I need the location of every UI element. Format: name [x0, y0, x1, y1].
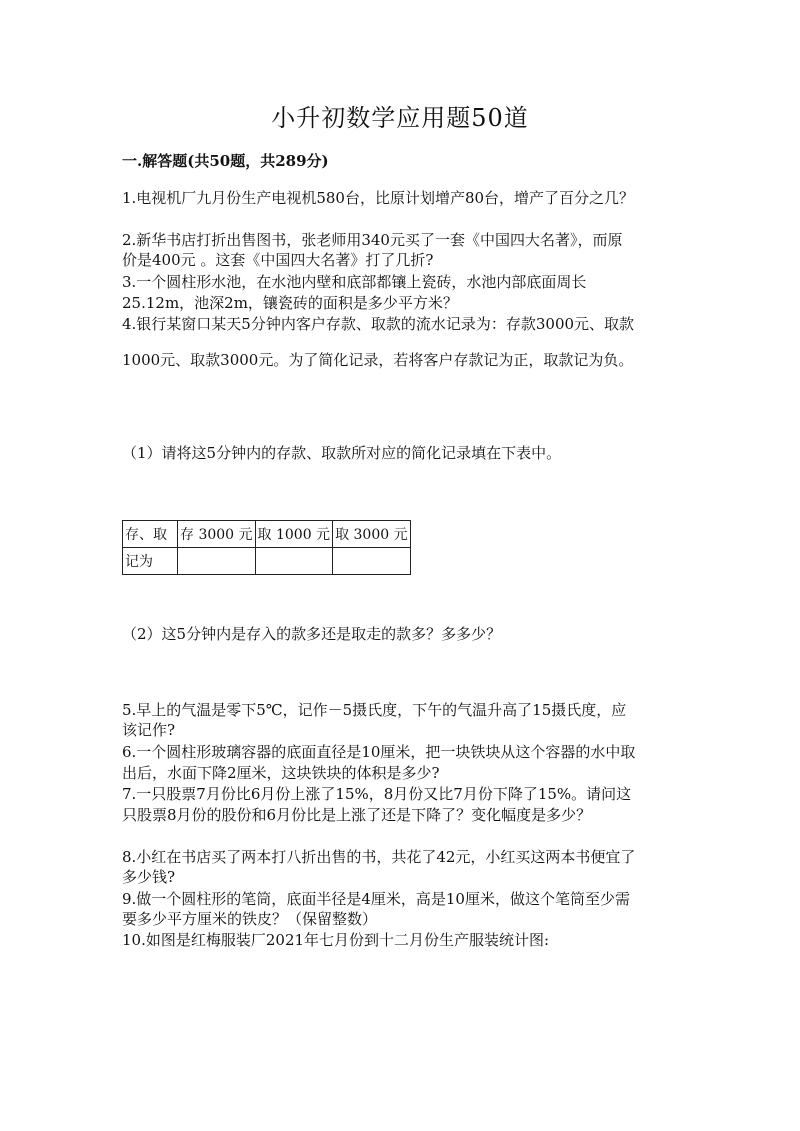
question-8-line-2: 多少钱? [122, 868, 176, 886]
table-cell: 记为 [123, 548, 178, 575]
table-cell: 存 3000 元 [178, 521, 256, 548]
table-cell[interactable] [255, 548, 333, 575]
section-heading: 一.解答题(共50题，共289分) [122, 152, 329, 170]
question-9-line-2: 要多少平方厘米的铁皮？（保留整数） [122, 910, 378, 928]
question-2-line-1: 2.新华书店打折出售图书，张老师用340元买了一套《中国四大名著》，而原 [122, 231, 623, 249]
question-5-line-2: 该记作? [122, 721, 176, 739]
table-row [123, 521, 411, 548]
question-10: 10.如图是红梅服装厂2021年七月份到十二月份生产服装统计图: [122, 931, 550, 949]
question-3-line-1: 3.一个圆柱形水池，在水池内壁和底部都镶上瓷砖，水池内部底面周长 [122, 273, 587, 291]
question-4-part-1: （1）请将这5分钟内的存款、取款所对应的简化记录填在下表中。 [122, 444, 562, 462]
question-7-line-2: 只股票8月份的股份和6月份比是上涨了还是下降了？变化幅度是多少？ [122, 806, 592, 824]
question-7-line-1: 7.一只股票7月份比6月份上涨了15%，8月份又比7月份下降了15%。请问这 [122, 785, 632, 803]
table-cell: 取 1000 元 [255, 521, 333, 548]
question-8-line-1: 8.小红在书店买了两本打八折出售的书，共花了42元，小红买这两本书便宜了 [122, 848, 636, 866]
question-6-line-2: 出后，水面下降2厘米，这块铁块的体积是多少? [122, 764, 440, 782]
table-cell[interactable] [333, 548, 411, 575]
table-cell: 取 3000 元 [333, 521, 411, 548]
record-table [122, 520, 411, 575]
table-cell[interactable] [178, 548, 256, 575]
question-3-line-2: 25.12m，池深2m，镶瓷砖的面积是多少平方米？ [122, 294, 458, 312]
question-4-part-2: （2）这5分钟内是存入的款多还是取走的款多？多多少？ [122, 625, 502, 643]
question-4-line-1: 4.银行某窗口某天5分钟内客户存款、取款的流水记录为：存款3000元、取款 [122, 315, 635, 333]
table-cell: 存、取 [123, 521, 178, 548]
page-title: 小升初数学应用题50道 [271, 104, 529, 132]
question-4-line-2: 1000元、取款3000元。为了简化记录，若将客户存款记为正，取款记为负。 [122, 351, 634, 369]
question-9-line-1: 9.做一个圆柱形的笔筒，底面半径是4厘米，高是10厘米，做这个笔筒至少需 [122, 890, 630, 908]
question-6-line-1: 6.一个圆柱形玻璃容器的底面直径是10厘米，把一块铁块从这个容器的水中取 [122, 743, 636, 761]
question-2-line-2: 价是400元 。这套《中国四大名著》打了几折? [122, 251, 434, 269]
question-5-line-1: 5.早上的气温是零下5℃，记作－5摄氏度，下午的气温升高了15摄氏度，应 [122, 701, 627, 719]
table-row [123, 548, 411, 575]
question-1: 1.电视机厂九月份生产电视机580台，比原计划增产80台，增产了百分之几？ [122, 189, 635, 207]
